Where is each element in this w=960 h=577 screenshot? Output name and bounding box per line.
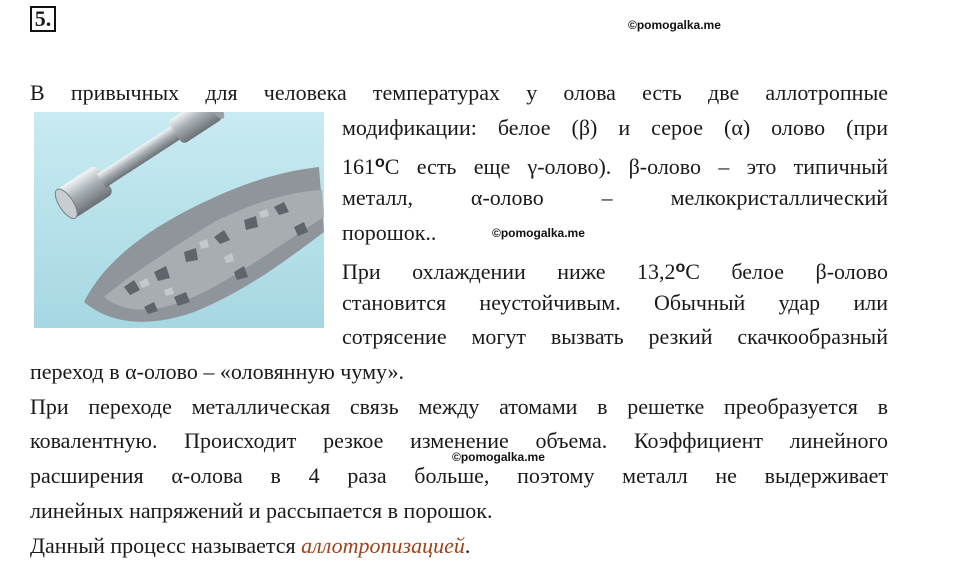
conclusion-period: . [464,533,471,558]
text-line-1 [30,76,888,110]
conclusion-prefix: Данный процесс называется [30,533,302,558]
text-line-2 [342,111,888,145]
watermark-middle: ©pomogalka.me [492,226,585,240]
temp-161: 161 [342,154,375,179]
text-line-7 [342,286,888,320]
term-allotropization: аллотропизацией [301,533,465,558]
degree-sign: о [375,154,385,171]
text-line-3-content [342,146,888,184]
degree-sign-2: о [675,259,686,276]
text-line-6-content [342,251,888,289]
text-line-12 [30,459,888,493]
tin-sample-photo [34,112,324,328]
text-line-3-rest: С есть еще γ-олово). β-олово – это типичный [384,154,888,179]
task-number: 5. [30,6,56,32]
text-line-8-content: сотрясение могут вызвать резкий скачкообразный [342,324,888,349]
watermark-bottom: ©pomogalka.me [452,450,545,464]
text-line-6-rest: С белое β-олово [685,259,888,284]
text-line-4-content: металл, α-олово – мелкокристаллический [342,185,888,210]
text-line-1-content: В привычных для человека температурах у олова есть две аллотропные [30,80,888,105]
text-line-14 [30,529,470,563]
text-line-9: переход в α-олово – «оловянную чуму». [30,359,405,384]
text-line-6 [342,251,888,289]
text-line-12-content: расширения α-олова в 4 раза больше, поэтому металл не выдерживает [30,463,888,488]
temp-13-2: При охлаждении ниже 13,2 [342,259,676,284]
tin-sample-photo-icon [34,112,324,328]
text-line-7-content: становится неустойчивым. Обычный удар или [342,290,888,315]
text-line-10-content: При переходе металлическая связь между атомами в решетке преобразуется в [30,394,888,419]
text-line-8 [342,320,888,354]
text-line-5: порошок.. [342,220,437,245]
text-line-2-content: модификации: белое (β) и серое (α) олово (при [342,115,888,140]
text-line-4 [342,181,888,215]
text-line-3 [342,146,888,184]
text-line-13: линейных напряжений и рассыпается в порошок. [30,498,493,523]
text-line-11-content: ковалентную. Происходит резкое изменение объема. Коэффициент линейного [30,428,888,453]
text-line-10 [30,390,888,424]
watermark-top: ©pomogalka.me [628,18,721,32]
